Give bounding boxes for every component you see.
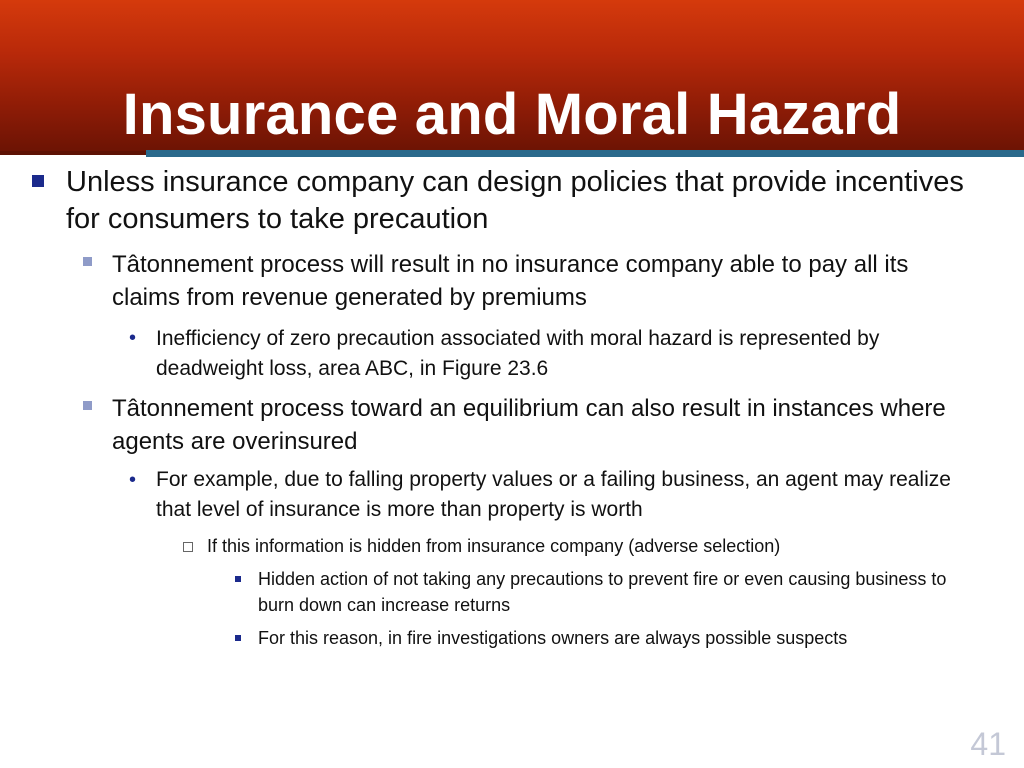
bullet-text: For this reason, in fire investigations owners are always possible suspects [258, 628, 848, 648]
square-bullet-icon [83, 257, 92, 266]
bullet-text: For example, due to falling property values or a failing business, an agent may realize that level of insurance is more than property is worth [156, 468, 951, 521]
bullet-text: Tâtonnement process will result in no insurance company able to pay all its claims from revenue generated by premiums [112, 251, 909, 311]
square-bullet-icon [235, 635, 241, 641]
square-bullet-icon [235, 576, 241, 582]
slide-title: Insurance and Moral Hazard [122, 81, 902, 147]
page-number: 41 [970, 726, 1006, 762]
square-bullet-icon [83, 401, 92, 410]
bullet-text: Unless insurance company can design policies that provide incentives for consumers to take precaution [66, 166, 964, 235]
dot-bullet-icon: • [129, 469, 137, 491]
bullet-text: Tâtonnement process toward an equilibrium can also result in instances where agents are overinsured [112, 395, 946, 455]
bullet-text: Hidden action of not taking any precautions to prevent fire or even causing business to burn down can increase returns [258, 569, 947, 615]
square-bullet-icon [32, 175, 44, 187]
hollow-square-bullet-icon [183, 542, 193, 552]
bullet-text: If this information is hidden from insurance company (adverse selection) [207, 536, 781, 556]
dot-bullet-icon: • [129, 327, 137, 349]
bullet-text: Inefficiency of zero precaution associated with moral hazard is represented by deadweight loss, area ABC, in Figure 23.6 [156, 327, 880, 380]
